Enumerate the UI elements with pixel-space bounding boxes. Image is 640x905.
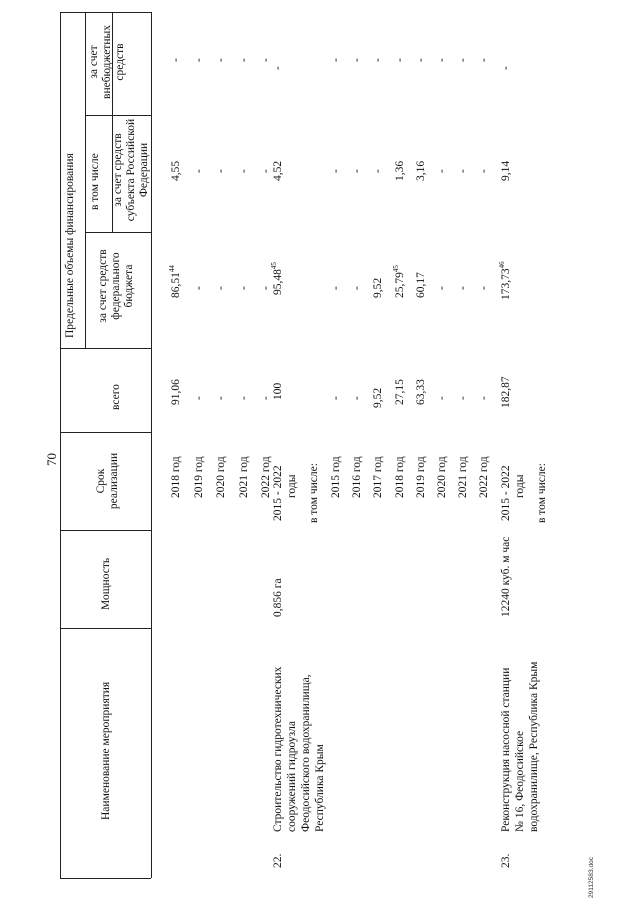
item-22-row-7-regional: -	[457, 169, 470, 173]
item-22-row-4-term: 2018 год	[393, 456, 406, 498]
item-22-row-8-total: -	[478, 396, 491, 400]
item-22-row-5-federal: 60,17	[414, 272, 427, 298]
top-row-2-total: -	[192, 396, 205, 400]
top-row-3-federal: -	[215, 286, 227, 290]
item-22-row-6-total: -	[436, 396, 448, 400]
item-22-row-2-total: -	[351, 396, 364, 400]
item-23-federal: 173,73$^{46}$	[498, 261, 512, 300]
item-22-row-6-extra: -	[436, 58, 448, 62]
item-23-name-line-2: № 16, Феодосийское	[514, 730, 526, 832]
item-23-term-line-2: годы	[514, 474, 526, 498]
item-23-including: в том числе:	[536, 463, 548, 523]
item-22-row-4-extra: -	[393, 58, 406, 62]
item-22-row-3-federal: 9,52	[372, 277, 385, 298]
top-row-2-federal: -	[192, 286, 205, 290]
item-22-row-5-regional: 3,16	[414, 160, 427, 181]
item-23-extra: -	[500, 66, 512, 70]
item-22-row-6-regional: -	[436, 169, 448, 173]
item-23-total: 182,87	[500, 376, 512, 408]
page-number: 70	[44, 453, 59, 466]
item-22-row-2-regional: -	[351, 169, 364, 173]
item-22-row-5-total: 63,33	[414, 379, 427, 405]
item-22-row-5-extra: -	[414, 58, 427, 62]
item-23-term-line-1: 2015 - 2022	[500, 465, 512, 521]
item-22-row-8-regional: -	[478, 169, 491, 173]
item-22-regional: 4,52	[272, 160, 284, 181]
top-row-5-total: -	[260, 396, 272, 400]
header-extra: за счет внебюджетных средств	[88, 25, 126, 99]
item-22-row-3-extra: -	[372, 58, 385, 62]
item-22-term-line-2: годы	[286, 474, 298, 498]
item-22-row-4-total: 27,15	[393, 379, 406, 405]
top-row-5-federal: -	[260, 286, 272, 290]
header-regional: за счет средств субъекта Российской Федерации	[112, 118, 150, 222]
top-row-4-extra: -	[237, 58, 250, 62]
item-22-row-3-regional: -	[372, 169, 385, 173]
top-row-5-term: 2022 год	[260, 456, 272, 498]
header-including: в том числе	[89, 153, 101, 210]
item-22-row-8-term: 2022 год	[478, 456, 491, 498]
item-23-capacity: 12240 куб. м час	[500, 536, 512, 617]
top-row-4-federal: -	[237, 286, 250, 290]
header-name: Наименование мероприятия	[100, 681, 112, 820]
top-row-4-term: 2021 год	[237, 456, 250, 498]
item-22-capacity: 0,856 га	[272, 578, 284, 617]
item-22-including: в том числе:	[308, 463, 320, 523]
item-22-row-5-term: 2019 год	[414, 456, 427, 498]
item-22-row-2-term: 2016 год	[351, 456, 364, 498]
item-22-row-4-federal: 25,79$^{45}$	[391, 265, 406, 298]
top-row-4-regional: -	[237, 169, 250, 173]
top-row-4-total: -	[237, 396, 250, 400]
item-23-regional: 9,14	[500, 160, 512, 181]
top-row-1-regional: 4,55	[170, 160, 182, 181]
item-22-name-line-4: Республика Крым	[314, 744, 326, 832]
item-22-row-8-extra: -	[478, 58, 491, 62]
item-22-row-1-federal: -	[330, 286, 342, 290]
top-row-3-extra: -	[215, 58, 227, 62]
item-22-row-2-extra: -	[351, 58, 364, 62]
item-22-row-1-term: 2015 год	[330, 456, 342, 498]
item-22-row-1-total: -	[330, 396, 342, 400]
top-row-1-term: 2018 год	[170, 456, 182, 498]
top-row-1-federal: 86,51$^{44}$	[168, 265, 182, 298]
header-total: всего	[110, 384, 122, 410]
item-22-row-7-federal: -	[457, 286, 470, 290]
item-22-row-6-federal: -	[436, 286, 448, 290]
item-22-term-line-1: 2015 - 2022	[272, 465, 284, 521]
item-22-row-4-regional: 1,36	[393, 160, 406, 181]
header-term: Срок реализации	[95, 452, 120, 510]
top-row-5-regional: -	[260, 169, 272, 173]
item-22-total: 100	[272, 382, 284, 400]
item-22-row-7-term: 2021 год	[457, 456, 470, 498]
item-22-number: 22.	[272, 853, 284, 868]
item-22-row-2-federal: -	[351, 286, 364, 290]
header-capacity: Мощность	[100, 557, 112, 610]
item-22-row-1-regional: -	[330, 169, 342, 173]
top-row-3-term: 2020 год	[215, 456, 227, 498]
item-23-number: 23.	[500, 853, 512, 868]
item-22-row-6-term: 2020 год	[436, 456, 448, 498]
footer-filename: 2911258З.doc	[588, 856, 595, 898]
top-row-3-regional: -	[215, 169, 227, 173]
item-22-row-3-total: 9,52	[372, 387, 385, 408]
item-22-name-line-1: Строительство гидротехнических	[272, 666, 284, 832]
header-financing: Предельные объемы финансирования	[64, 153, 76, 338]
item-22-row-1-extra: -	[330, 58, 342, 62]
item-22-name-line-3: Феодосийского водохранилища,	[300, 674, 312, 832]
item-23-name-line-3: водохранилище, Республика Крым	[528, 661, 540, 832]
item-22-row-7-total: -	[457, 396, 470, 400]
item-22-extra: -	[272, 66, 284, 70]
item-22-row-3-term: 2017 год	[372, 456, 385, 498]
top-row-5-extra: -	[260, 58, 272, 62]
item-22-name-line-2: сооружений гидроузла	[286, 721, 298, 832]
item-22-federal: 95,48$^{45}$	[270, 262, 284, 295]
top-row-3-total: -	[215, 396, 227, 400]
top-row-2-regional: -	[192, 169, 205, 173]
top-row-1-total: 91,06	[170, 379, 182, 405]
top-row-1-extra: -	[170, 58, 182, 62]
item-22-row-7-extra: -	[457, 58, 470, 62]
item-23-name-line-1: Реконструкция насосной станции	[500, 667, 512, 832]
item-22-row-8-federal: -	[478, 286, 491, 290]
top-row-2-extra: -	[192, 58, 205, 62]
top-row-2-term: 2019 год	[192, 456, 205, 498]
header-federal: за счет средств федерального бюджета	[97, 249, 135, 323]
